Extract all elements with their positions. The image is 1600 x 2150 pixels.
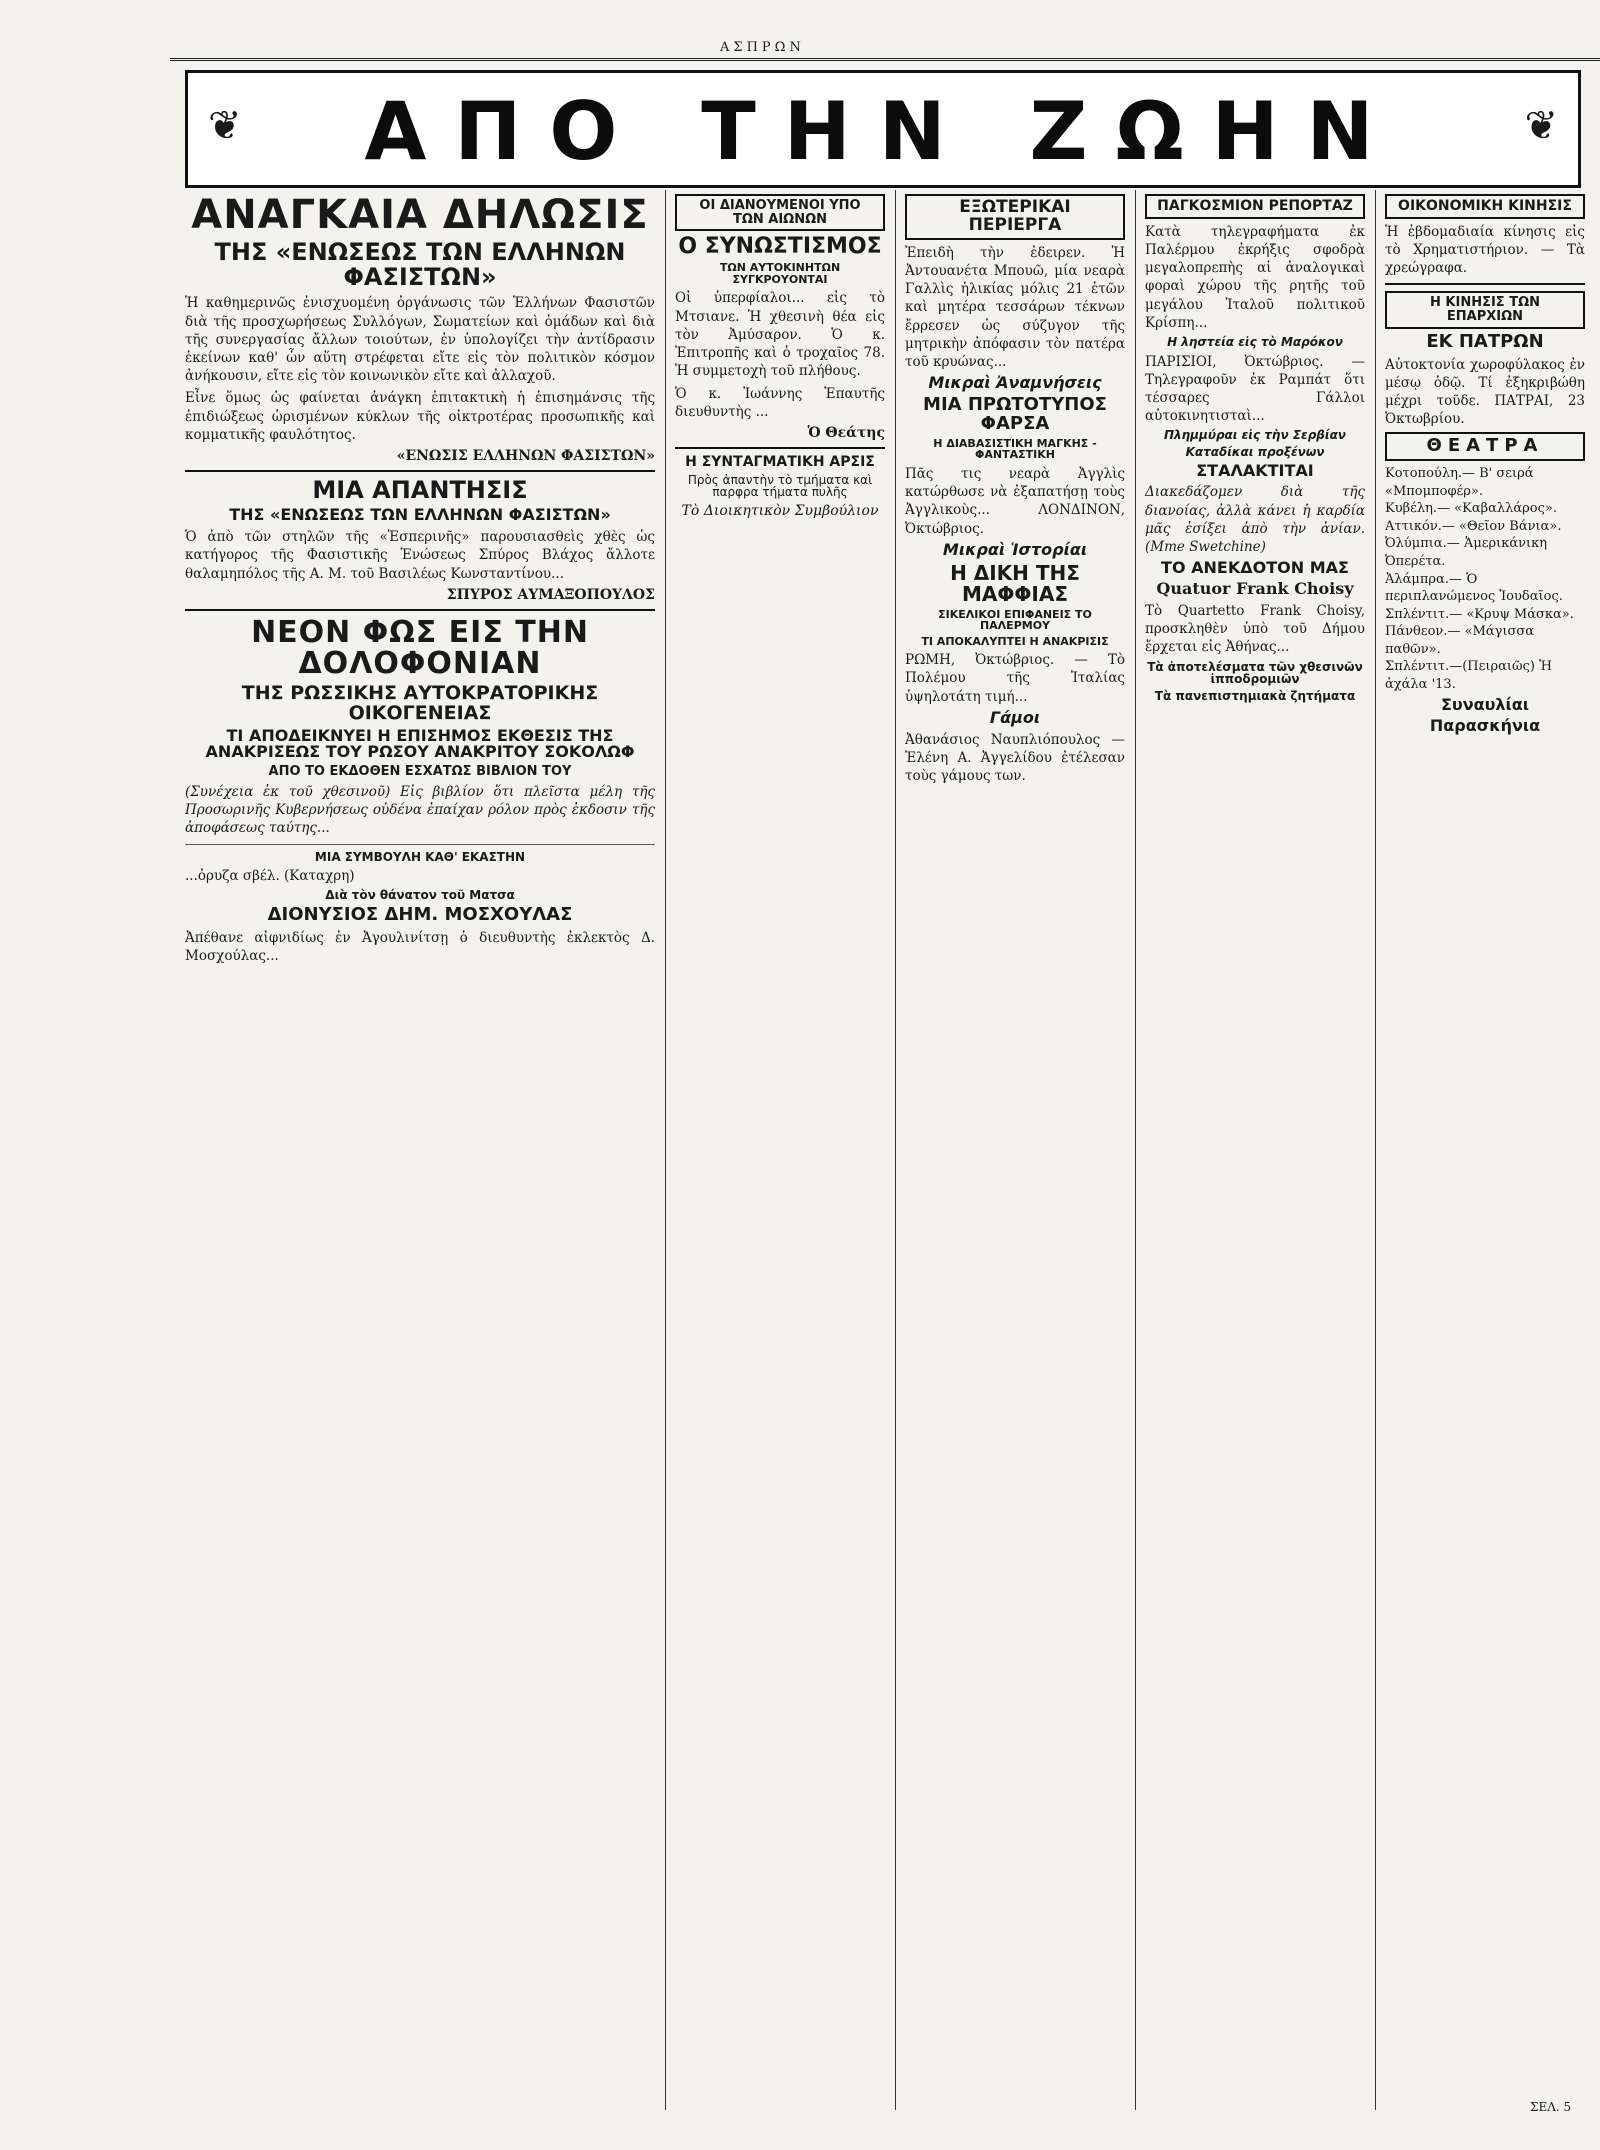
signature: Τὸ Διοικητικὸν Συμβούλιον	[681, 502, 879, 519]
divider	[1385, 283, 1585, 285]
article-paragraph: ΠΑΡΙΣΙΟΙ, Ὀκτώβριος. — Τηλεγραφοῦν ἐκ Ραμπάτ ὅτι τέσσαρες Γάλλοι αὐτοκινητισταὶ...	[1145, 353, 1365, 425]
headline-farce: ΜΙΑ ΠΡΩΤΟΤΥΠΟΣ ΦΑΡΣΑ	[923, 394, 1107, 434]
article-paragraph: Ὁ ἀπὸ τῶν στηλῶν τῆς «Ἑσπερινῆς» παρουσιασθεὶς χθὲς ὡς κατήγορος τῆς Φασιστικῆς Ἑνώσεως Σπύρος Βλάχος ἄλλοτε θαλαμηπόλος τῆς Α. Μ. τοῦ Βασιλέως Κωνσταντίνου...	[185, 529, 655, 582]
article-paragraph: Ὁ κ. Ἰωάννης Ἐπαυτῆς διευθυντὴς ...	[675, 385, 885, 420]
header-strip-text: ΑΣΠΡΩΝ	[720, 40, 805, 55]
article-paragraph: Οἱ ὑπερφίαλοι... εἰς τὸ Μτσιανε. Ἡ χθεσινὴ θέα εἰς τὸν Ἀμύσαρον. Ὁ κ. Ἐπιτροπῆς καὶ ὁ τροχαῖος 78. Ἡ συμμετοχὴ τοῦ πλήθους.	[675, 290, 885, 380]
headline-university: Τὰ πανεπιστημιακὰ ζητήματα	[1154, 688, 1356, 703]
article-paragraph: Ἡ ἑβδομαδιαία κίνησις εἰς τὸ Χρηματιστήριον. — Τὰ χρεώγραφα.	[1385, 223, 1585, 277]
headline-constitutional-sub: Πρὸς ἀπαντὴν τὸ τμήματα καὶ παρφρα τήματα πυλῆς	[687, 472, 873, 500]
headline-races: Τὰ ἀποτελέσματα τῶν χθεσινῶν ἱπποδρομιῶν	[1147, 659, 1363, 687]
headline-quatuor: Quatuor Frank Choisy	[1156, 579, 1354, 599]
article-paragraph: Αὐτοκτονία χωροφύλακος ἐν μέσῳ ὁδῷ. Τί ἐξηκριβώθη μέχρι τοῦδε. ΠΑΤΡΑΙ, 23 Ὀκτωβρίου.	[1385, 356, 1585, 428]
column-rule	[665, 190, 666, 2110]
headline-backstage: Παρασκήνια	[1429, 716, 1541, 736]
headline-answer: ΜΙΑ ΑΠΑΝΤΗΣΙΣ	[312, 476, 528, 505]
article-paragraph: Ἡ καθημερινῶς ἐνισχυομένη ὀργάνωσις τῶν Ἑλλήνων Φασιστῶν διὰ τῆς προσχωρήσεως Συλλόγων, Σωματείων καὶ ὁμάδων καὶ διὰ τῆς συνεργασίας ἄλλων τοιούτων, ἐν ὑπολογίζει τὴν ἀντίδρασιν ἐκείνων καθ' ὧν αὕτη στρέφεται εἴτε εἰς τὸν πολιτικὸν κόσμον ἀνήκουσιν, εἴτε εἰς τὸν κοινωνικὸν εἴτε καὶ ἀλλαχοῦ.	[185, 295, 655, 385]
article-paragraph: (Συνέχεια ἐκ τοῦ χθεσινοῦ) Εἰς βιβλίον ὅτι πλεῖστα μέλη τῆς Προσωρινῆς Κυβερνήσεως οὐδένα ἐπαίχαν ρόλον πρὸς ἐκδοσιν τῆς ἀποφάσεως ταύτης...	[185, 783, 655, 837]
column-5	[1385, 190, 1585, 2110]
headline-stalactites: ΣΤΑΛΑΚΤΙΤΑΙ	[1196, 460, 1314, 480]
list-item: Κυβέλη.— «Καβαλλάρος».	[1385, 501, 1557, 517]
headline-mafia-trial: Η ΔΙΚΗ ΤΗΣ ΜΑΦΦΙΑΣ	[950, 560, 1080, 606]
page-number: ΣΕΛ. 5	[1530, 2100, 1572, 2114]
article-paragraph: Ἐπειδὴ τὴν ἐδειρεν. Ἡ Ἀντουανέτα Μπουῶ, μία νεαρὰ Γαλλὶς ἡλικίας μόλις 21 ἐτῶν καὶ μητέρα τεσσάρων τέκνων ἔρρεσεν ὡς σύζυγον τῆς μητρικὴν ἀπόφασιν τὸν πατέρα τοῦ κρυώνας...	[905, 244, 1125, 370]
article-paragraph: Τὸ Quartetto Frank Choisy, προσκληθὲν ὑπὸ τοῦ Δήμου ἔρχεται εἰς Ἀθήνας...	[1145, 602, 1365, 656]
headline-theatres: ΘΕΑΤΡΑ	[1385, 432, 1585, 461]
column-rule	[1135, 190, 1136, 2110]
headline-weddings: Γάμοι	[989, 707, 1041, 727]
article-paragraph: ...ὀρυζα σβέλ. (Καταχρη)	[185, 868, 355, 885]
left-ornament-icon: ❦	[208, 103, 242, 149]
article-paragraph: Ἀπέθανε αἰφνιδίως ἐν Ἀγουλινίτσῃ ὁ διευθυντὴς ἐκλεκτὸς Δ. Μοσχούλας...	[185, 929, 655, 965]
right-ornament-icon: ❦	[1524, 103, 1558, 149]
article-paragraph: Ἀθανάσιος Ναυπλιόπουλος — Ἑλένη Α. Ἀγγελίδου ἐτέλεσαν τοὺς γάμους των.	[905, 731, 1125, 785]
signature: ΣΠΥΡΟΣ ΑΥΜΑΞΟΠΟΥΛΟΣ	[446, 586, 655, 603]
divider	[185, 609, 655, 611]
headline-patras: ΕΚ ΠΑΤΡΩΝ	[1426, 330, 1544, 352]
headline-provinces: Η ΚΙΝΗΣΙΣ ΤΩΝ ΕΠΑΡΧΙΩΝ	[1385, 291, 1585, 328]
headline-obituary: ΔΙΟΝΥΣΙΟΣ ΔΗΜ. ΜΟΣΧΟΥΛΑΣ	[267, 903, 573, 925]
headline-declaration: ΑΝΑΓΚΑΙΑ ΔΗΛΩΣΙΣ	[191, 192, 649, 238]
headline-consuls: Καταδίκαι προξένων	[1185, 445, 1325, 460]
top-rule	[170, 36, 1600, 61]
headline-anecdote: ΤΟ ΑΝΕΚΔΟΤΟΝ ΜΑΣ	[1161, 558, 1349, 578]
divider	[185, 844, 655, 845]
headline-morocco: Η ληστεία εἰς τὸ Μαρόκον	[1167, 335, 1343, 349]
headline-serbia-floods: Πλημμύραι εἰς τὴν Σερβίαν	[1164, 428, 1346, 443]
headline-new-light-sub3: ΑΠΟ ΤΟ ΕΚΔΟΘΕΝ ΕΣΧΑΤΩΣ ΒΙΒΛΙΟΝ ΤΟΥ	[268, 764, 572, 780]
article-paragraph: Εἶνε ὅμως ὡς φαίνεται ἀνάγκη ἐπιτακτικὴ ἡ ἐπισημάνσις τῆς ἐπιδιώξεως ὡρισμένων κύκλων τῆς οἰκτροτέρας προσωπικῆς καὶ κομματικῆς φαυλότητος.	[185, 390, 655, 443]
column-1	[185, 190, 655, 2110]
signature: «ΕΝΩΣΙΣ ΕΛΛΗΝΩΝ ΦΑΣΙΣΤΩΝ»	[396, 448, 655, 465]
section-banner	[185, 70, 1581, 188]
headline-concerts: Συναυλίαι	[1440, 695, 1529, 715]
headline-mafia-sub: ΣΙΚΕΛΙΚΟΙ ΕΠΙΦΑΝΕΙΣ ΤΟ ΠΑΛΕΡΜΟΥ	[938, 607, 1092, 633]
headline-constitutional: Η ΣΥΝΤΑΓΜΑΤΙΚΗ ΑΡΣΙΣ	[685, 454, 875, 470]
list-item: Κοτοπούλη.— Β' σειρά «Μπομποφέρ».	[1385, 466, 1534, 499]
headline-matsa: Διὰ τὸν θάνατον τοῦ Ματσα	[325, 888, 515, 903]
signature: Ὁ Θεάτης	[807, 425, 885, 441]
article-paragraph: Πᾶς τις νεαρὰ Ἀγγλὶς κατώρθωσε νὰ ἐξαπατήσῃ τοὺς Ἀγγλικοὺς... ΛΟΝΔΙΝΟΝ, Ὀκτώβριος.	[905, 465, 1125, 537]
headline-answer-sub: ΤΗΣ «ΕΝΩΣΕΩΣ ΤΩΝ ΕΛΛΗΝΩΝ ΦΑΣΙΣΤΩΝ»	[229, 505, 611, 525]
headline-small-stories: Μικραὶ Ἱστορίαι	[942, 539, 1088, 559]
list-item: Ὀλύμπια.— Ἀμερικάνικη Ὀπερέτα.	[1385, 536, 1548, 570]
divider	[675, 447, 885, 449]
list-item: Σπλέντιτ.— «Κρυψ Μάσκα».	[1385, 606, 1574, 622]
article-paragraph: ΡΩΜΗ, Ὀκτώβριος. — Τὸ Πολέμου τῆς Ἰταλίας ὑψηλοτάτη τιμή...	[905, 652, 1125, 705]
column-2	[675, 190, 885, 2110]
headline-declaration-sub: ΤΗΣ «ΕΝΩΣΕΩΣ ΤΩΝ ΕΛΛΗΝΩΝ ΦΑΣΙΣΤΩΝ»	[214, 238, 626, 292]
headline-small-memories: Μικραὶ Ἀναμνήσεις	[928, 373, 1102, 393]
headline-new-light-sub2: ΤΙ ΑΠΟΔΕΙΚΝΥΕΙ Η ΕΠΙΣΗΜΟΣ ΕΚΘΕΣΙΣ ΤΗΣ ΑΝΑΚΡΙΣΕΩΣ ΤΟΥ ΡΩΣΟΥ ΑΝΑΚΡΙΤΟΥ ΣΟΚΟΛΩΦ	[205, 725, 635, 762]
section-title: ΑΠΟ ΤΗΝ ΖΩΗΝ	[364, 85, 1402, 178]
headline-crowding-sub: ΤΩΝ ΑΥΤΟΚΙΝΗΤΩΝ ΣΥΓΚΡΟΥΟΝΤΑΙ	[719, 261, 841, 286]
article-paragraph: Διακεδάζομεν διὰ τῆς διανοίας, ἀλλὰ κάνει ἡ καρδία μᾶς ἐσίξει ἀπὸ τὴν ἀνίαν. (Mme Swetchine)	[1145, 484, 1365, 556]
column-4	[1145, 190, 1365, 2110]
headline-crowding-kicker: ΟΙ ΔΙΑΝΟΥΜΕΝΟΙ ΥΠΟ ΤΩΝ ΑΙΩΝΩΝ	[675, 194, 885, 231]
article-paragraph: Κατὰ τηλεγραφήματα ἐκ Παλέρμου ἐκρήξις σφοδρὰ μεγαλοπρεπὴς αἱ ἀναλογικαὶ φοραὶ χώρου τῆς ρητῆς τοῦ μεγάλου Ἰταλοῦ πολιτικοῦ Κρίσπη...	[1145, 223, 1365, 331]
headline-world-report: ΠΑΓΚΟΣΜΙΟΝ ΡΕΠΟΡΤΑΖ	[1145, 194, 1365, 219]
headline-mafia-sub2: ΤΙ ΑΠΟΚΑΛΥΠΤΕΙ Η ΑΝΑΚΡΙΣΙΣ	[921, 634, 1109, 648]
headline-new-light-sub: ΤΗΣ ΡΩΣΣΙΚΗΣ ΑΥΤΟΚΡΑΤΟΡΙΚΗΣ ΟΙΚΟΓΕΝΕΙΑΣ	[241, 681, 599, 724]
column-rule	[1375, 190, 1376, 2110]
headline-economic: ΟΙΚΟΝΟΜΙΚΗ ΚΙΝΗΣΙΣ	[1385, 194, 1585, 219]
headline-foreign-curiosities: ΕΞΩΤΕΡΙΚΑΙ ΠΕΡΙΕΡΓΑ	[905, 194, 1125, 240]
column-3	[905, 190, 1125, 2110]
headline-crowding: Ο ΣΥΝΩΣΤΙΣΜΟΣ	[678, 234, 882, 260]
headline-advice: ΜΙΑ ΣΥΜΒΟΥΛΗ ΚΑΘ' ΕΚΑΣΤΗΝ	[314, 849, 526, 864]
divider	[185, 470, 655, 472]
list-item: Πάνθεον.— «Μάγισσα παθῶν».	[1385, 624, 1535, 657]
headline-farce-sub: Η ΔΙΑΒΑΣΙΣΤΙΚΗ ΜΑΓΚΗΣ - ΦΑΝΤΑΣΤΙΚΗ	[933, 436, 1097, 462]
column-rule	[895, 190, 896, 2110]
headline-new-light: ΝΕΟΝ ΦΩΣ ΕΙΣ ΤΗΝ ΔΟΛΟΦΟΝΙΑΝ	[251, 614, 589, 682]
list-item: Ἀλάμπρα.— Ὁ περιπλανώμενος Ἰουδαῖος.	[1385, 571, 1563, 605]
list-item: Σπλέντιτ.—(Πειραιῶς) Ἡ ἀχάλα '13.	[1385, 659, 1552, 692]
theatre-list	[1385, 465, 1585, 693]
list-item: Αττικόν.— «Θεῖον Βάνια».	[1385, 518, 1562, 534]
